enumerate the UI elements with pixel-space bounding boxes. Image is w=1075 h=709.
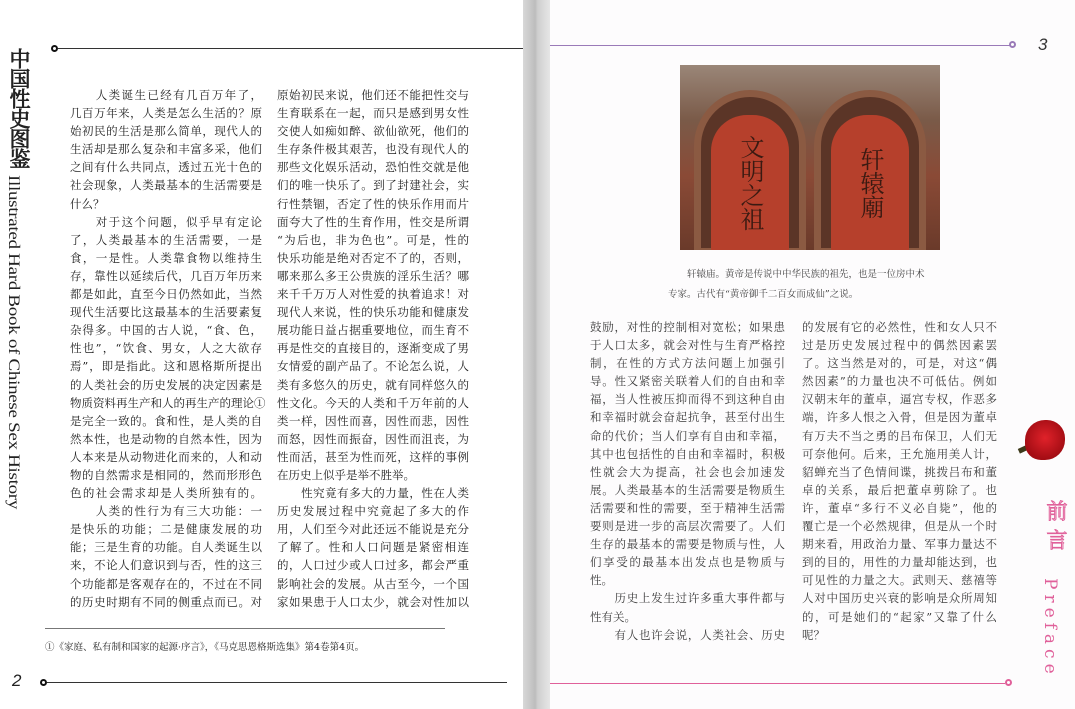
text-line: 之间有什么共同点，透过五光十色的 xyxy=(70,160,262,175)
text-line: 性。 xyxy=(590,573,613,588)
footer-ring-ornament-right xyxy=(1005,679,1012,686)
text-line: 可奈他何。后来，王允施用美人计， xyxy=(802,446,997,461)
text-line: 现代人来说，性的快乐功能和健康发 xyxy=(277,305,469,320)
text-line: 汉朝末年的董卓，逼宫专权，作恶多 xyxy=(802,392,997,407)
text-line: 命的代价；当人们享有自由和幸福， xyxy=(590,428,785,443)
text-line: 历史发展过程中究竟起了多大的作 xyxy=(277,504,469,519)
text-line: 性有关。 xyxy=(590,609,636,624)
text-line: 生存条件极其艰苦，也没有现代人的 xyxy=(277,142,469,157)
text-line: 哪来那么多王公贵族的淫乐生活？哪 xyxy=(277,268,469,283)
text-line: 然因素”的力量也决不可低估。例如 xyxy=(802,374,997,389)
text-line: 了解了。性和人口问题是紧密相连 xyxy=(277,540,469,555)
text-line: 们享受的最基本出发点也是物质与 xyxy=(590,555,785,570)
header-ring-ornament xyxy=(51,45,58,52)
text-line: 可见性的力量之大。武则天、慈禧等 xyxy=(802,573,997,588)
text-column-1 xyxy=(70,86,266,611)
photo-inscription-right: 轩辕廟 xyxy=(831,115,909,250)
text-line: 能；三是生育的功能。自人类诞生以 xyxy=(70,540,262,555)
text-line: 有万夫不当之勇的吕布保卫，人们无 xyxy=(802,428,997,443)
text-line: 的人类社会的历史发展的决定因素是 xyxy=(70,377,262,392)
header-ring-ornament-right xyxy=(1009,41,1016,48)
text-line: 都是如此，直至今日仍然如此，当然 xyxy=(70,287,262,302)
text-line: 那些文化娱乐活动，恐怕性交就是他 xyxy=(277,160,469,175)
text-line: 许，董卓“多行不义必自毙”，他的 xyxy=(802,500,997,515)
footnote-rule xyxy=(45,628,445,629)
text-line: 再是性交的直接目的，逐渐变成了男 xyxy=(277,341,469,356)
text-line: 的，可是她们的“起家”又靠了什么 xyxy=(802,609,997,624)
text-line: 是完全一致的。食和性，是人类的自 xyxy=(70,413,262,428)
text-line: 和幸福时就会奋起抗争，甚至付出生 xyxy=(590,410,785,425)
text-line: 们的唯一快乐了。到了封建社会，实 xyxy=(277,178,469,193)
footer-rule xyxy=(47,682,507,683)
text-column-2 xyxy=(277,86,469,611)
text-line: 展功能日益占据重要地位，而生育不 xyxy=(277,323,469,338)
text-line: 人类的性行为有三大功能：一 xyxy=(70,504,262,519)
text-line: 交使人如痴如醉、欲仙欲死，他们的 xyxy=(277,124,469,139)
text-line: 人类诞生已经有几百万年了， xyxy=(70,88,262,102)
text-line: 端，许多人恨之入骨，但是因为董卓 xyxy=(802,410,997,425)
text-line: 是快乐的功能；二是健康发展的功 xyxy=(70,522,262,537)
left-page xyxy=(0,0,523,709)
section-title-en: Preface xyxy=(1040,578,1060,679)
text-line: 鼓励，对性的控制相对宽松；如果患 xyxy=(590,320,785,334)
text-line: 性也”，“饮食、男女，人之大欲存 xyxy=(70,341,262,356)
text-line: 了，人类最基本的生活需要，一是 xyxy=(70,232,262,247)
text-line: 生存的最基本的需要是物质与性，人 xyxy=(590,537,785,552)
footer-ring-ornament xyxy=(40,679,47,686)
text-line: 活需要和性的需要，至于精神生活需 xyxy=(590,500,785,515)
text-line: 其中也包括性的自由和幸福时，积极 xyxy=(590,446,785,461)
text-line: 性究竟有多大的力量，性在人类 xyxy=(277,486,469,501)
text-line: 福，当人性被压抑而得不到这种自由 xyxy=(590,392,785,407)
text-line: 于人口太多，就会对性与生育严格控 xyxy=(590,338,785,353)
text-line: 什么？ xyxy=(70,196,105,211)
header-rule-right xyxy=(550,45,1010,46)
text-line: 有人也许会说，人类社会、历史 xyxy=(590,627,785,642)
spine-title-cn: 中国性史图鉴 xyxy=(7,48,31,168)
section-title-cn: 前言 xyxy=(1044,500,1068,558)
text-column-4 xyxy=(802,318,997,644)
text-line: 展。人类最基本的生活需要是物质生 xyxy=(590,482,785,497)
text-line: 历史上发生过许多重大事件都与 xyxy=(590,591,785,606)
text-line: 貂蝉充当了色情间谍，挑拨吕布和董 xyxy=(802,464,997,479)
text-line: 了。这当然是对的，可是，对这“偶 xyxy=(802,356,997,371)
text-line: 而怒，因性而振奋，因性而沮丧，为 xyxy=(277,431,469,446)
text-line: 性就会大为提高，社会也会加速发 xyxy=(590,464,785,479)
book-gutter xyxy=(523,0,550,709)
photo-arch-left xyxy=(694,90,806,250)
text-line: 现代生活要比这最基本的生活要素复 xyxy=(70,305,262,320)
text-line: 对于这个问题，似乎早有定论 xyxy=(70,214,262,229)
text-line: 生育联系在一起，而只是感到男女性 xyxy=(277,106,469,121)
text-line: 色的社会需求却是人类所独有的。 xyxy=(70,486,262,501)
caption-line: 专家。古代有“黄帝御千二百女而成仙”之说。 xyxy=(668,289,859,300)
text-line: 要则是进一步的高层次需要了。人们 xyxy=(590,519,785,534)
text-line: 焉”，即是指此。这和恩格斯所提出 xyxy=(70,359,262,374)
text-line: 类有多悠久的历史，就有同样悠久的 xyxy=(277,377,469,392)
text-line: 卓的关系，最后把董卓剪除了。也 xyxy=(802,482,997,497)
photo-xuanyuan-temple xyxy=(680,65,940,250)
text-line: 过是历史发展过程中的偶然因素罢 xyxy=(802,338,997,353)
text-line: “为后也，非为色也”。可是，性的 xyxy=(277,232,469,247)
text-line: 期来看，用政治力量、军事力量达不 xyxy=(802,537,997,552)
footer-rule-right xyxy=(550,683,1005,684)
text-line: 到的目的，用性的力量却能达到，也 xyxy=(802,555,997,570)
text-line: 女情爱的副产品了。不论怎么说，人 xyxy=(277,359,469,374)
text-line: 来，不论人们意识到与否，性的这三 xyxy=(70,558,262,573)
photo-caption xyxy=(668,265,925,305)
caption-line: 轩辕庙。黄帝是传说中中华民族的祖先，也是一位房中术 xyxy=(668,269,925,280)
text-line: 影响社会的发展。从古至今，一个国 xyxy=(277,576,469,591)
footnote: ①《家庭、私有制和国家的起源·序言》，《马克思恩格斯选集》第4卷第4页。 xyxy=(45,642,365,653)
text-line: 行性禁锢，否定了性的快乐作用而片 xyxy=(277,196,469,211)
text-line: 杂得多。中国的古人说，“食、色， xyxy=(70,323,262,338)
text-line: 人本来是从动物进化而来的，人和动 xyxy=(70,449,262,464)
text-line: 的历史时期有不同的侧重点而已。对 xyxy=(70,594,262,609)
header-rule xyxy=(58,48,523,49)
text-line: 来千千万万人对性爱的执着追求！对 xyxy=(277,287,469,302)
text-line: 性文化。今天的人类和千万年前的人 xyxy=(277,395,469,410)
text-column-3 xyxy=(590,318,785,644)
photo-arch-right xyxy=(814,90,926,250)
text-line: 呢？ xyxy=(802,627,825,642)
text-line: 快乐功能是绝对否定不了的，否则， xyxy=(277,250,469,265)
text-line: 在历史上似乎是举不胜举。 xyxy=(277,467,415,482)
text-line: 社会现象，人类最基本的生活需要是 xyxy=(70,178,262,193)
text-line: 覆亡是一个必然规律，但是从一个时 xyxy=(802,519,997,534)
text-line: 然本性，也是动物的自然本性，因为 xyxy=(70,431,262,446)
text-line: 性而活，甚至为性而死，这样的事例 xyxy=(277,449,469,464)
text-line: 物的自然需求是相同的，然而形形色 xyxy=(70,467,262,482)
text-line: 个功能都是客观存在的，不过在不同 xyxy=(70,576,262,591)
text-line: 始初民的生活是那么简单，现代人的 xyxy=(70,124,262,139)
text-line: 导。性又紧密关联着人们的自由和幸 xyxy=(590,374,785,389)
text-line: 类一样，因性而喜，因性而悲，因性 xyxy=(277,413,469,428)
text-line: 物质资料再生产和人的再生产的理论① xyxy=(70,395,266,410)
spine-title-en: Illustrated Hard Book of Chinese Sex History xyxy=(4,175,23,510)
photo-inscription-left: 文明之祖 xyxy=(711,115,789,250)
text-line: 家如果患于人口太少，就会对性加以 xyxy=(277,594,469,609)
rose-icon xyxy=(1025,420,1065,460)
text-line: 用，人们至今对此还远不能说是充分 xyxy=(277,522,469,537)
text-line: 人对中国历史兴衰的影响是众所周知 xyxy=(802,591,997,606)
text-line: 的，人口过少或人口过多，都会严重 xyxy=(277,558,469,573)
text-line: 的发展有它的必然性，性和女人只不 xyxy=(802,320,997,334)
page-number: 2 xyxy=(12,671,22,690)
page-number-right: 3 xyxy=(1038,35,1048,54)
text-line: 几百万年来，人类是怎么生活的？原 xyxy=(70,106,262,121)
text-line: 制，在性的方式方法问题上加强引 xyxy=(590,356,785,371)
text-line: 面夸大了性的生育作用，性交是所谓 xyxy=(277,214,469,229)
text-line: 食，一是性。人类靠食物以维持生 xyxy=(70,250,262,265)
text-line: 原始初民来说，他们还不能把性交与 xyxy=(277,88,469,102)
text-line: 存，靠性以延续后代，几百万年历来 xyxy=(70,268,262,283)
text-line: 生活却是那么复杂和丰富多采，他们 xyxy=(70,142,262,157)
